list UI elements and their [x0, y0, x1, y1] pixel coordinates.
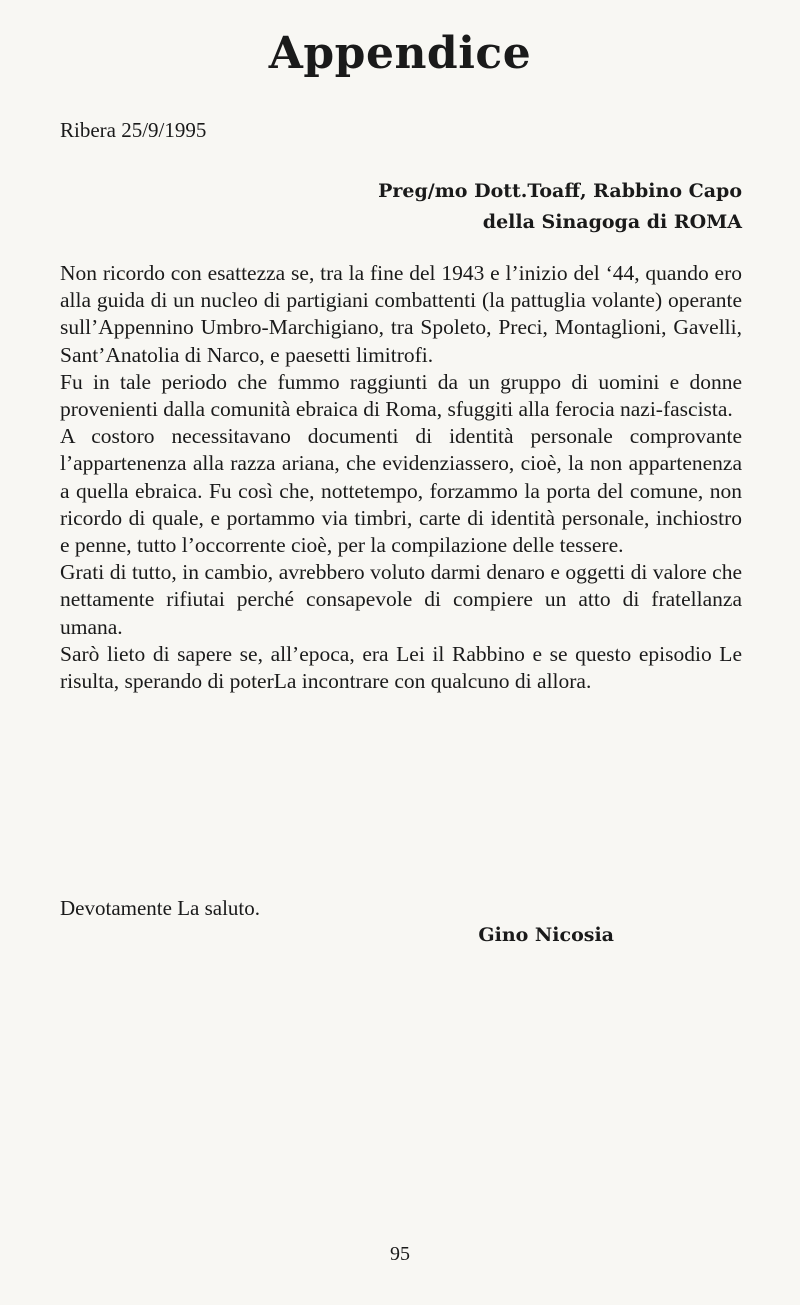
letter-paragraph-4: Grati di tutto, in cambio, avrebbero voluto darmi denaro e oggetti di valore che nettamente rifiutai perché consapevole di compiere un atto di fratellanza umana.: [60, 560, 742, 639]
letter-paragraph-2: Fu in tale periodo che fummo raggiunti da un gruppo di uomini e donne provenienti dalla comunità ebraica di Roma, sfuggiti alla ferocia nazi-fascista.: [60, 369, 742, 422]
addressee-line-2: della Sinagoga di ROMA: [482, 211, 742, 233]
letter-body: [60, 260, 742, 695]
signature: Gino Nicosia: [478, 924, 614, 946]
letter-paragraph-3: A costoro necessitavano documenti di identità personale comprovante l’appartenenza alla razza ariana, che evidenziassero, cioè, la non appartenenza a quella ebraica. Fu così che, nottetempo, forzammo la porta del comune, non ricordo di quale, e portammo via timbri, carte di identità personale, inchiostro e penne, tutto l’occorrente cioè, per la compilazione delle tessere.: [60, 424, 742, 558]
addressee-block: [378, 176, 742, 238]
date-line: Ribera 25/9/1995: [60, 118, 207, 142]
page-number: 95: [390, 1243, 410, 1265]
closing-line: Devotamente La saluto.: [60, 896, 261, 920]
addressee-line-1: Preg/mo Dott.Toaff, Rabbino Capo: [378, 180, 742, 202]
letter-paragraph-1: Non ricordo con esattezza se, tra la fine del 1943 e l’inizio del ‘44, quando ero alla guida di un nucleo di partigiani combattenti (la pattuglia volante) operante sull’Appennino Umbro-Marchigiano, tra Spoleto, Preci, Montaglioni, Gavelli, Sant’Anatolia di Narco, e paesetti limitrofi.: [60, 261, 742, 367]
letter-paragraph-5: Sarò lieto di sapere se, all’epoca, era Lei il Rabbino e se questo episodio Le risulta, sperando di poterLa incontrare con qualcuno di allora.: [60, 641, 742, 694]
page-title: Appendice: [268, 28, 532, 79]
